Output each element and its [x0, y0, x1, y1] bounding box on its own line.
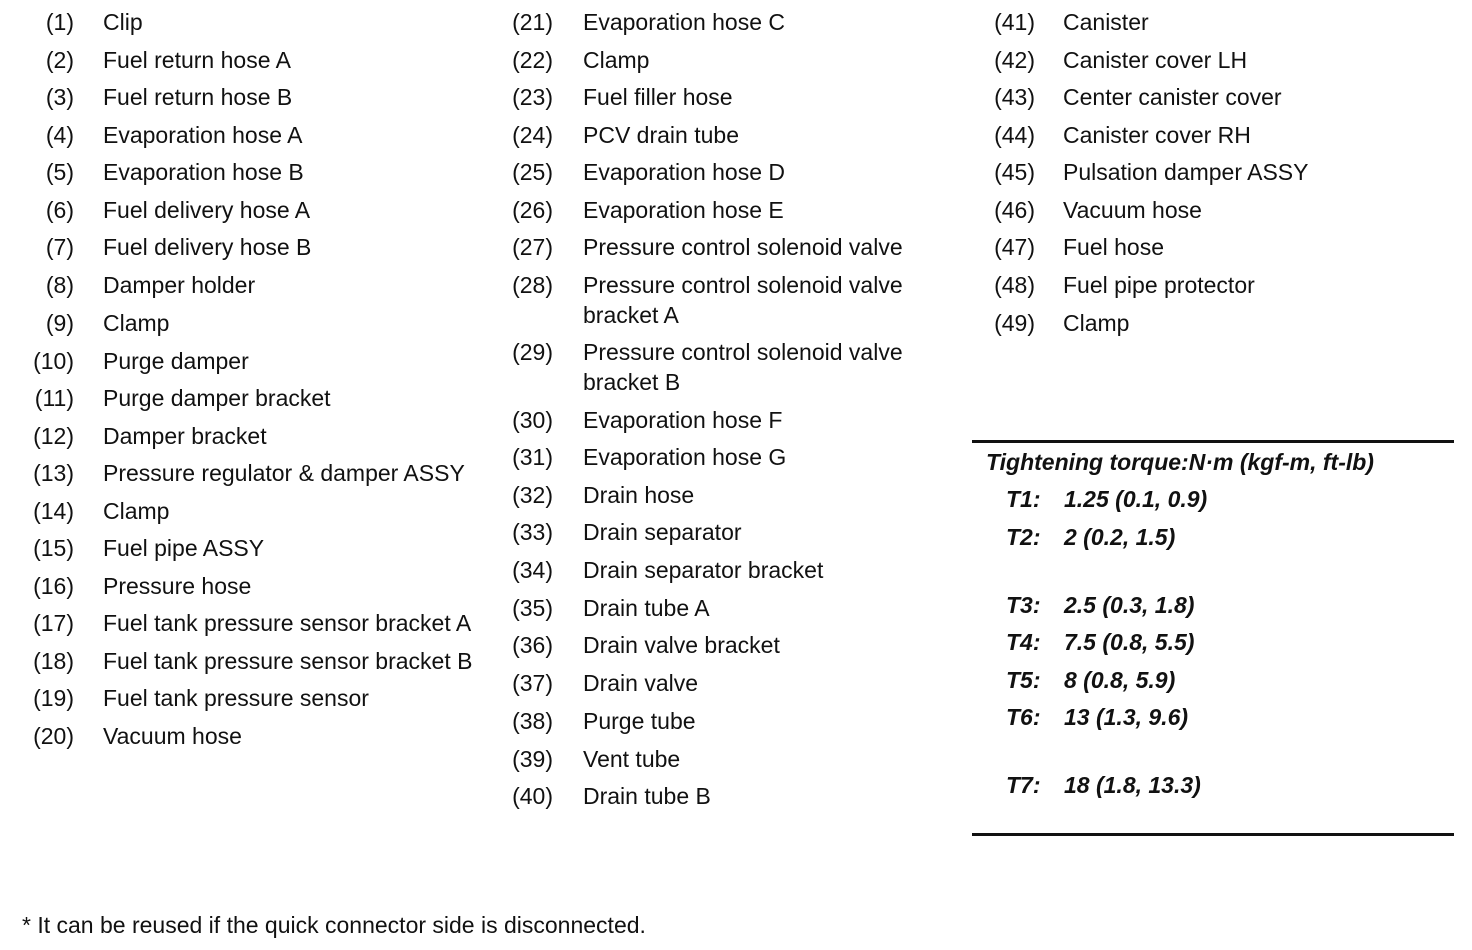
parts-list-item [490, 270, 970, 330]
part-number: (27) [512, 234, 553, 260]
part-name: Canister cover LH [1063, 46, 1248, 73]
part-name: Drain valve bracket [583, 632, 780, 658]
part-name: Fuel tank pressure sensor [103, 685, 369, 711]
part-name: Drain hose [583, 481, 695, 508]
part-number: (11) [34, 385, 74, 411]
part-name: Drain valve [583, 669, 699, 696]
part-name: Pressure control solenoid valve bracket B [583, 339, 903, 395]
torque-label: T7: [1006, 772, 1041, 798]
part-name: Pressure control solenoid valve [583, 234, 903, 260]
part-name: Drain tube A [583, 594, 710, 621]
part-number: (15) [33, 535, 74, 561]
part-number: (18) [33, 647, 74, 674]
part-number: (17) [33, 610, 74, 636]
part-number: (39) [512, 745, 553, 772]
parts-list-item [0, 646, 490, 676]
part-name: Clamp [583, 46, 650, 73]
parts-list-item [490, 337, 970, 397]
part-name: Fuel pipe protector [1063, 271, 1255, 298]
parts-list-item [490, 45, 970, 75]
torque-label: T4: [1006, 629, 1041, 655]
parts-list-item [490, 744, 970, 774]
parts-list-item [490, 593, 970, 623]
parts-list-item [0, 571, 490, 601]
part-number: (10) [33, 347, 74, 374]
part-number: (34) [512, 557, 553, 583]
part-name: Drain separator [583, 519, 742, 545]
part-number: (1) [45, 9, 74, 35]
part-number: (35) [512, 594, 553, 621]
parts-column-1 [0, 7, 490, 758]
parts-list-item [972, 82, 1462, 112]
part-number: (20) [33, 722, 74, 749]
parts-list-item [490, 781, 970, 811]
torque-value: 1.25 (0.1, 0.9) [1064, 486, 1208, 512]
part-name: Fuel return hose B [103, 84, 293, 110]
torque-value: 2 (0.2, 1.5) [1064, 524, 1176, 550]
parts-list-item [0, 421, 490, 451]
part-name: Pulsation damper ASSY [1063, 159, 1309, 185]
parts-list-item [490, 7, 970, 37]
part-name: Vacuum hose [1063, 196, 1202, 223]
part-name: Purge tube [583, 707, 696, 734]
part-name: Evaporation hose G [583, 444, 787, 470]
part-number: (45) [994, 159, 1035, 185]
parts-list-item [0, 157, 490, 187]
part-number: (23) [512, 84, 553, 110]
parts-list-item [0, 608, 490, 638]
torque-label: T3: [1006, 592, 1041, 618]
part-number: (14) [33, 497, 74, 524]
part-name: Evaporation hose E [583, 196, 784, 223]
tightening-torque-table [972, 440, 1454, 836]
parts-list-item [972, 195, 1462, 225]
torque-row [1006, 592, 1194, 619]
part-name: Fuel hose [1063, 234, 1165, 260]
part-name: Pressure hose [103, 572, 252, 599]
part-name: Vacuum hose [103, 722, 242, 749]
part-number: (33) [512, 519, 553, 545]
part-name: Evaporation hose D [583, 159, 786, 185]
parts-list-item [0, 7, 490, 37]
torque-row [1006, 772, 1201, 799]
part-name: Fuel delivery hose A [103, 196, 311, 223]
part-number: (13) [33, 460, 74, 486]
parts-list-item [0, 496, 490, 526]
parts-list-item [0, 232, 490, 262]
parts-list-item [0, 195, 490, 225]
torque-row [1006, 704, 1188, 731]
parts-list-item [0, 120, 490, 150]
parts-list-item [0, 308, 490, 338]
part-name: Pressure control solenoid valve bracket A [583, 271, 903, 328]
torque-row [1006, 524, 1175, 551]
parts-list-item [972, 45, 1462, 75]
part-number: (3) [45, 84, 74, 110]
part-name: PCV drain tube [583, 121, 739, 148]
parts-list-item [490, 555, 970, 585]
parts-list-item [972, 232, 1462, 262]
part-number: (8) [45, 271, 74, 298]
footnote: * It can be reused if the quick connector side is disconnected. [22, 912, 646, 938]
part-name: Fuel pipe ASSY [103, 535, 265, 561]
part-number: (26) [512, 196, 553, 223]
part-number: (32) [512, 481, 553, 508]
torque-label: T1: [1006, 486, 1041, 512]
part-name: Vent tube [583, 745, 681, 772]
torque-value: 13 (1.3, 9.6) [1064, 704, 1189, 730]
part-number: (42) [994, 46, 1035, 73]
parts-list-item [490, 517, 970, 547]
parts-column-2 [490, 7, 970, 819]
part-name: Clamp [1063, 309, 1130, 336]
parts-list-item [0, 721, 490, 751]
parts-list-item [0, 82, 490, 112]
part-number: (48) [994, 271, 1035, 298]
parts-list-item [0, 458, 490, 488]
parts-list-item [490, 668, 970, 698]
parts-list-item [490, 195, 970, 225]
part-name: Purge damper bracket [103, 385, 331, 411]
part-name: Damper bracket [103, 422, 267, 449]
part-name: Drain separator bracket [583, 557, 824, 583]
torque-title: Tightening torque:N·m (kgf-m, ft-lb) [986, 449, 1374, 475]
parts-list-item [490, 120, 970, 150]
part-number: (5) [45, 159, 74, 185]
parts-list-item [972, 308, 1462, 338]
part-number: (6) [45, 196, 74, 223]
part-number: (43) [994, 84, 1035, 110]
parts-list-item [972, 120, 1462, 150]
part-name: Canister [1063, 9, 1149, 35]
part-number: (47) [994, 234, 1035, 260]
part-name: Evaporation hose A [103, 121, 303, 148]
part-name: Canister cover RH [1063, 121, 1251, 148]
part-number: (30) [512, 406, 553, 433]
torque-label: T5: [1006, 667, 1041, 693]
part-name: Fuel delivery hose B [103, 234, 312, 260]
part-name: Evaporation hose C [583, 9, 786, 35]
torque-row [1006, 667, 1175, 694]
parts-list-item [490, 442, 970, 472]
parts-list-item [490, 232, 970, 262]
torque-row [1006, 486, 1207, 513]
part-number: (4) [45, 121, 74, 148]
part-name: Fuel filler hose [583, 84, 733, 110]
part-name: Center canister cover [1063, 84, 1282, 110]
parts-list-item [490, 157, 970, 187]
part-name: Clamp [103, 309, 170, 336]
part-name: Purge damper [103, 347, 249, 374]
torque-label: T2: [1006, 524, 1041, 550]
torque-row [1006, 629, 1194, 656]
parts-list-item [0, 346, 490, 376]
part-number: (2) [45, 46, 74, 73]
parts-list-item [490, 480, 970, 510]
part-name: Fuel tank pressure sensor bracket B [103, 647, 473, 674]
part-number: (12) [33, 422, 74, 449]
parts-list-item [0, 45, 490, 75]
part-number: (46) [994, 196, 1035, 223]
parts-list-item [972, 7, 1462, 37]
torque-value: 18 (1.8, 13.3) [1064, 772, 1201, 798]
torque-value: 7.5 (0.8, 5.5) [1064, 629, 1195, 655]
parts-list-item [0, 533, 490, 563]
part-name: Pressure regulator & damper ASSY [103, 460, 465, 486]
parts-list-item [972, 157, 1462, 187]
part-name: Fuel tank pressure sensor bracket A [103, 610, 472, 636]
part-number: (36) [512, 632, 553, 658]
parts-list-item [0, 270, 490, 300]
parts-list-item [490, 706, 970, 736]
part-name: Drain tube B [583, 783, 711, 809]
part-number: (16) [33, 572, 74, 599]
part-name: Clip [103, 9, 143, 35]
parts-list-item [972, 270, 1462, 300]
part-number: (28) [512, 271, 553, 298]
part-number: (49) [994, 309, 1035, 336]
torque-label: T6: [1006, 704, 1041, 730]
part-name: Clamp [103, 497, 170, 524]
parts-list-item [490, 405, 970, 435]
part-number: (37) [512, 669, 553, 696]
parts-column-3 [972, 7, 1462, 346]
parts-list-item [0, 383, 490, 413]
part-number: (22) [512, 46, 553, 73]
part-number: (31) [512, 444, 553, 470]
part-number: (19) [33, 685, 74, 711]
part-name: Damper holder [103, 271, 256, 298]
part-number: (25) [512, 159, 553, 185]
part-number: (29) [512, 339, 553, 365]
part-name: Fuel return hose A [103, 46, 291, 73]
part-number: (21) [512, 9, 553, 35]
parts-list-item [0, 683, 490, 713]
part-number: (41) [994, 9, 1035, 35]
torque-value: 8 (0.8, 5.9) [1064, 667, 1176, 693]
parts-list-item [490, 630, 970, 660]
part-number: (44) [994, 121, 1035, 148]
part-name: Evaporation hose F [583, 406, 783, 433]
part-number: (24) [512, 121, 553, 148]
part-number: (7) [45, 234, 74, 260]
torque-value: 2.5 (0.3, 1.8) [1064, 592, 1195, 618]
part-number: (40) [512, 783, 553, 809]
part-number: (9) [45, 309, 74, 336]
parts-list-item [490, 82, 970, 112]
part-number: (38) [512, 707, 553, 734]
part-name: Evaporation hose B [103, 159, 304, 185]
